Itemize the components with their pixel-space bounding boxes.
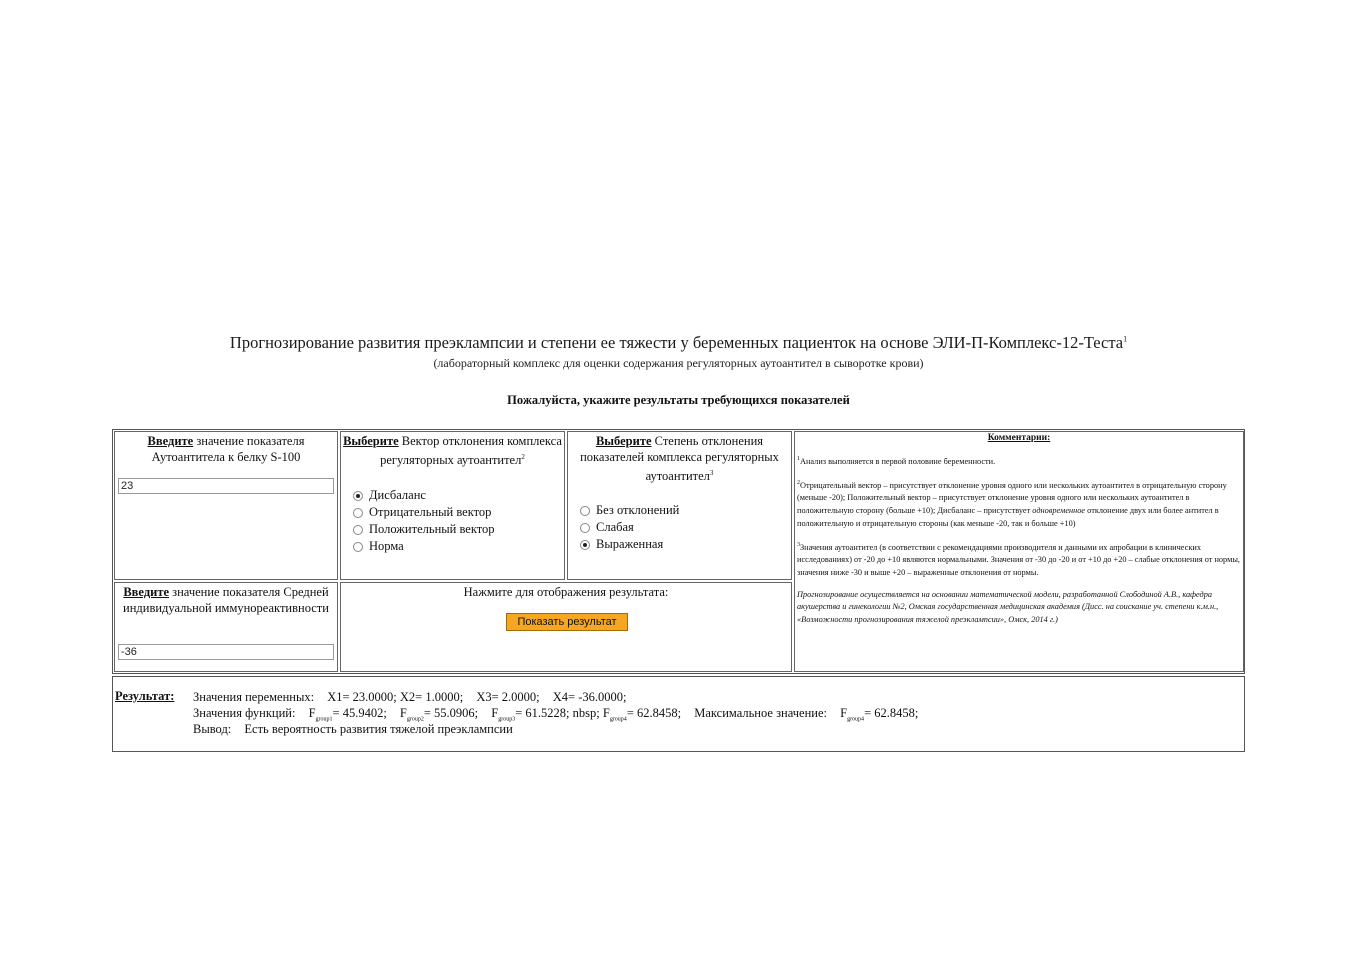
result-panel bbox=[112, 676, 1245, 752]
degree-option-label: Слабая bbox=[596, 520, 634, 534]
degree-option-label: Без отклонений bbox=[596, 503, 680, 517]
variables-label: Значения переменных: bbox=[193, 690, 315, 704]
comments-body bbox=[795, 432, 1243, 626]
s100-heading-text: значение показателя Аутоантитела к белку S-100 bbox=[151, 434, 305, 464]
s100-input[interactable]: 23 bbox=[118, 478, 334, 494]
degree-panel bbox=[567, 431, 792, 580]
vector-option-label: Дисбаланс bbox=[369, 488, 426, 502]
func-f1: $F_{group1}= 45.9402$; bbox=[308, 706, 387, 723]
comment-2-text-a: Отрицательный вектор – присутствует отклонение уровня одного или нескольких аутоантител в отрицательную сторону (меньше -20); Положительный вектор – присутствует отклонение уровня одного или нескольких аутоантител в положительную сторону (больше +10); Дисбаланс – присутствует bbox=[797, 480, 1227, 515]
action-panel bbox=[340, 582, 792, 672]
radio-icon[interactable] bbox=[353, 508, 363, 518]
degree-option-weak[interactable] bbox=[580, 519, 679, 536]
comment-3-text: Значения аутоантител (в соответствии с рекомендациями производителя и данными их апробации в клинических исследованиях) от -20 до +10 являются нормальными. Значения от -30 до -20 и от +10 до +20 – слабые отклонения от нормы, значения ниже -30 и выше +20 – выраженные отклонения от нормы. bbox=[797, 542, 1240, 578]
degree-option-severe[interactable] bbox=[580, 536, 679, 553]
input-form-grid bbox=[112, 429, 1245, 674]
degree-heading bbox=[568, 432, 791, 484]
vector-lead: Выберите bbox=[343, 434, 399, 448]
degree-option-label: Выраженная bbox=[596, 537, 664, 551]
s100-panel bbox=[114, 431, 338, 580]
degree-heading-text: Степень отклонения показателей комплекса регуляторных аутоантител bbox=[580, 434, 779, 484]
vector-option-label: Норма bbox=[369, 539, 404, 553]
s100-lead: Введите bbox=[147, 434, 194, 448]
func-max: $F_{group4}= 62.8458$; bbox=[840, 706, 919, 723]
var-x3: X3= 2.0000; bbox=[476, 690, 540, 704]
vector-radio-group bbox=[353, 487, 495, 555]
radio-selected-icon[interactable] bbox=[580, 540, 590, 550]
vector-heading-text: Вектор отклонения комплекса регуляторных аутоантител bbox=[380, 434, 562, 468]
comment-4: Прогнозирование осуществляется на основании математической модели, разработанной Слободиной А.В., кафедра акушерства и гинекологии №2, Омская государственная медицинская академия (Дисс. на соискание уч. степени к.м.н., «Возможности прогнозирования тяжелой преэклампсии», Омск, 2014 г.) bbox=[797, 589, 1219, 624]
func-f2: $F_{group2}= 55.0906$; bbox=[399, 706, 479, 723]
vector-heading bbox=[341, 432, 564, 468]
comment-1-mark: 1 bbox=[797, 455, 800, 462]
instruction-text: Пожалуйста, укажите результаты требующихся показателей bbox=[507, 393, 850, 407]
degree-footnote-mark: 3 bbox=[709, 469, 714, 477]
vector-option-dysbalance[interactable] bbox=[353, 487, 495, 504]
comment-3 bbox=[797, 539, 1241, 580]
comment-2-emphasis: одновременное bbox=[1032, 505, 1086, 515]
immuno-heading-text: значение показателя Средней индивидуальной иммунореактивности bbox=[123, 585, 329, 615]
radio-icon[interactable] bbox=[580, 523, 590, 533]
vector-option-label: Отрицательный вектор bbox=[369, 505, 492, 519]
vector-option-positive[interactable] bbox=[353, 521, 495, 538]
vector-option-negative[interactable] bbox=[353, 504, 495, 521]
func-f3: $F_{group3}= 61.5228$; bbox=[491, 706, 570, 723]
conclusion-label: Вывод: bbox=[193, 722, 232, 736]
comment-2-text-b: отклонение двух или более антител в положительную и отрицательную стороны (как меньше -20, так и больше +10) bbox=[797, 505, 1219, 528]
max-label: Максимальное значение: bbox=[694, 706, 827, 720]
degree-lead: Выберите bbox=[595, 434, 652, 448]
comment-2 bbox=[797, 477, 1241, 530]
comments-heading: Комментарии: bbox=[987, 433, 1051, 443]
comments-panel bbox=[794, 431, 1244, 672]
title-text: Прогнозирование развития преэклампсии и степени ее тяжести у беременных пациенток на основе ЭЛИ-П-Комплекс-12-Теста bbox=[229, 333, 1124, 352]
vector-panel bbox=[340, 431, 565, 580]
radio-icon[interactable] bbox=[353, 525, 363, 535]
radio-selected-icon[interactable] bbox=[353, 491, 363, 501]
immuno-lead: Введите bbox=[123, 585, 170, 599]
immuno-panel bbox=[114, 582, 338, 672]
vector-footnote-mark: 2 bbox=[521, 453, 525, 461]
comment-1-text: Анализ выполняется в первой половине беременности. bbox=[800, 456, 996, 466]
variables-line bbox=[193, 690, 627, 705]
immuno-input[interactable]: -36 bbox=[118, 644, 334, 660]
vector-option-label: Положительный вектор bbox=[369, 522, 495, 536]
s100-heading bbox=[115, 432, 337, 465]
degree-option-none[interactable] bbox=[580, 502, 679, 519]
var-x2: X2= 1.0000; bbox=[399, 690, 464, 704]
title-footnote-mark: 1 bbox=[1123, 334, 1128, 344]
functions-label: Значения функций: bbox=[193, 706, 296, 720]
page-subtitle: (лабораторный комплекс для оценки содержания регуляторных аутоантител в сыворотке крови) bbox=[433, 356, 924, 370]
vector-option-norm[interactable] bbox=[353, 538, 495, 555]
conclusion-line bbox=[193, 722, 513, 737]
comment-1 bbox=[797, 453, 1241, 468]
page-title bbox=[0, 333, 1357, 353]
radio-icon[interactable] bbox=[580, 506, 590, 516]
immuno-heading bbox=[115, 583, 337, 616]
action-note: Нажмите для отображения результата: bbox=[463, 585, 669, 599]
conclusion-text: Есть вероятность развития тяжелой преэклампсии bbox=[244, 722, 513, 736]
result-label: Результат: bbox=[115, 689, 175, 703]
comment-2-mark: 2 bbox=[797, 479, 800, 486]
nbsp-artifact: nbsp; bbox=[572, 706, 600, 720]
radio-icon[interactable] bbox=[353, 542, 363, 552]
var-x1: X1= 23.0000; bbox=[327, 690, 397, 704]
show-result-button[interactable]: Показать результат bbox=[506, 613, 628, 631]
degree-radio-group bbox=[580, 502, 679, 553]
comment-3-mark: 3 bbox=[797, 542, 800, 549]
functions-line bbox=[193, 706, 918, 723]
func-f4: $F_{group4}= 62.8458$; bbox=[602, 706, 682, 723]
var-x4: X4= -36.0000; bbox=[552, 690, 627, 704]
